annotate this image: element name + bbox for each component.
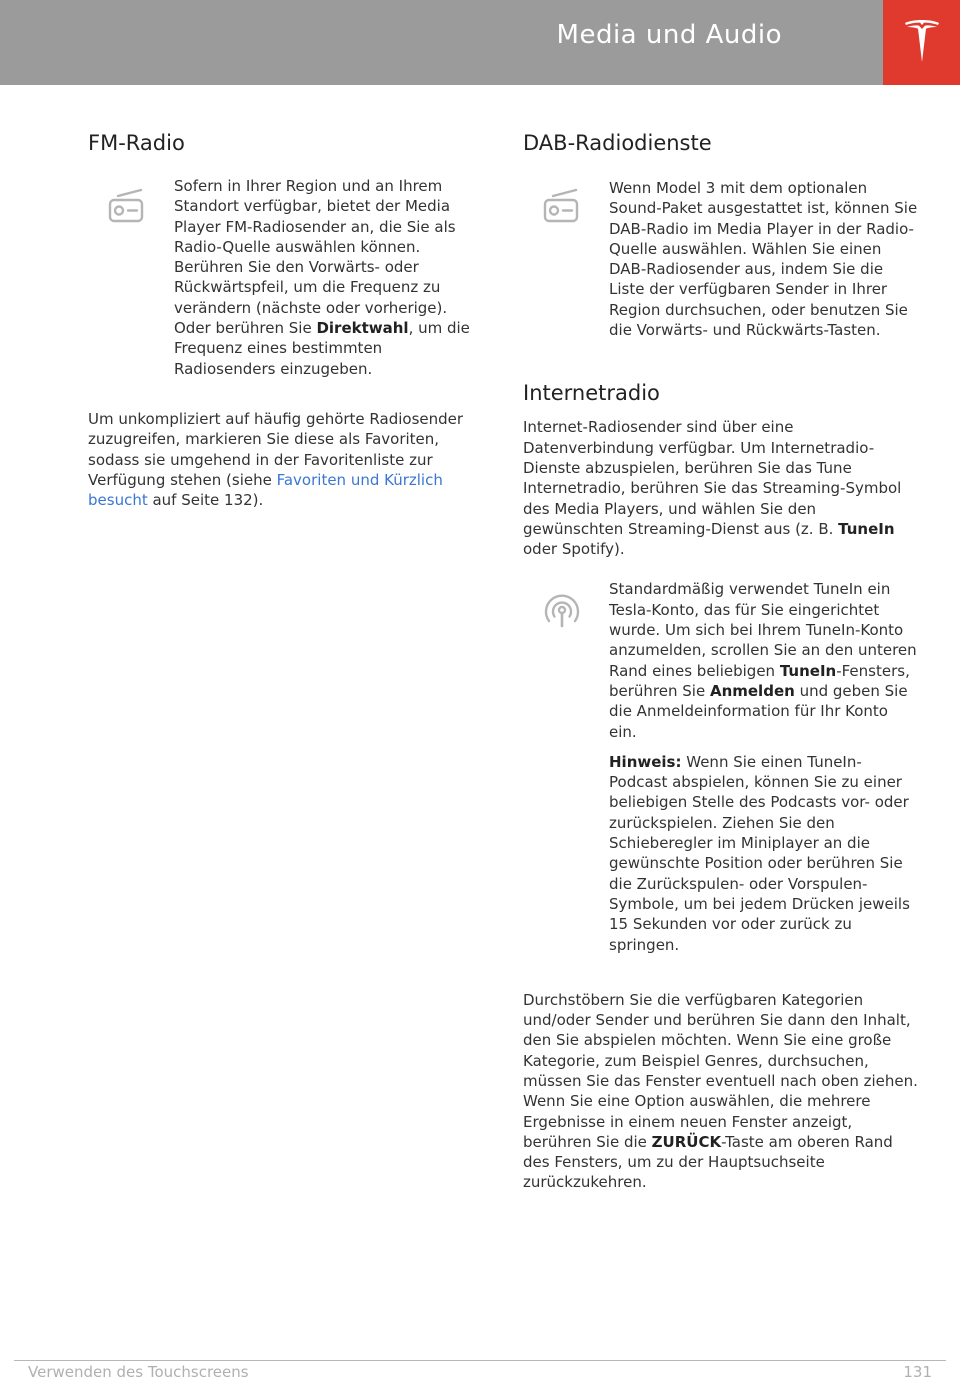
- footer-divider: [14, 1360, 946, 1361]
- anmelden-label: Anmelden: [709, 681, 795, 700]
- page-number: 131: [903, 1363, 932, 1381]
- left-column: [88, 128, 478, 510]
- page-title: Media und Audio: [556, 20, 782, 50]
- right-column: [523, 128, 918, 1193]
- footer-section: Verwenden des Touchscreens: [28, 1363, 249, 1381]
- hinweis-label: Hinweis:: [609, 752, 682, 771]
- header-band: [0, 0, 883, 85]
- fm-radio-heading: FM-Radio: [88, 131, 185, 155]
- tunein-window-label: TuneIn: [779, 661, 837, 680]
- favoriten-link[interactable]: Favoriten und Kürzlich besucht: [88, 470, 443, 510]
- dab-note-text: Wenn Model 3 mit dem optionalen Sound-Paket ausgestattet ist, können Sie DAB-Radio im Media Player in der Radio-Quelle auswählen. Wählen Sie einen DAB-Radiosender aus, indem Sie die Liste der verfügbaren Sender in Ihrer Region durchsuchen, oder benutzen Sie die Vorwärts- und Rückwärts-Tasten.: [609, 179, 918, 340]
- fm-favorites-paragraph: Um unkompliziert auf häufig gehörte Radiosender zuzugreifen, markieren Sie diese als Favoriten, sodass sie umgehend in der Favoritenliste zur Verfügung stehen (siehe Favoriten und Kürzlich besucht auf Seite 132).: [88, 409, 464, 510]
- fm-radio-note-text: Sofern in Ihrer Region und an Ihrem Standort verfügbar, bietet der Media Player FM-Radiosender an, die Sie als Radio-Quelle auswählen können. Berühren Sie den Vorwärts- oder Rückwärtspfeil, um die Frequenz zu verändern (nächste oder vorherige). Oder berühren Sie Direktwahl, um die Frequenz eines bestimmten Radiosenders einzugeben.: [174, 177, 470, 378]
- browse-paragraph: Durchstöbern Sie die verfügbaren Kategorien und/oder Sender und berühren Sie dann den Inhalt, den Sie abspielen möchten. Wenn Sie eine große Kategorie, zum Beispiel Genres, durchsuchen, müssen Sie das Fenster eventuell nach oben ziehen. Wenn Sie eine Option auswählen, die mehrere Ergebnisse in einem neuen Fenster anzeigt, berühren Sie die ZURÜCK-Taste am oberen Rand des Fensters, um zu der Hauptsuchseite zurückzukehren.: [523, 990, 918, 1192]
- podcast-hint: Hinweis: Wenn Sie einen TuneIn-Podcast abspielen, können Sie zu einer beliebigen Stelle des Podcasts vor- oder zurückspielen. Ziehen Sie den Schieberegler im Miniplayer an die gewünschte Position oder berühren Sie die Zurückspulen- oder Vorspulen-Symbole, um bei jedem Drücken jeweils 15 Sekunden vor oder zurück zu springen.: [609, 752, 910, 954]
- fm-radio-note: [88, 176, 478, 379]
- internetradio-paragraph: Internet-Radiosender sind über eine Datenverbindung verfügbar. Um Internetradio-Dienste abzuspielen, berühren Sie das Tune Internetradio, berühren Sie das Streaming-Symbol des Media Players, und wählen Sie den gewünschten Streaming-Dienst aus (z. B. TuneIn oder Spotify).: [523, 418, 902, 559]
- radio-icon: [543, 188, 579, 224]
- tunein-note: [523, 579, 918, 954]
- streaming-icon: [543, 591, 581, 629]
- logo-box: [883, 0, 960, 85]
- direktwahl-label: Direktwahl: [316, 319, 409, 338]
- internetradio-heading: Internetradio: [523, 381, 660, 406]
- tesla-logo-icon: [903, 18, 941, 64]
- tunein-note-text: Standardmäßig verwendet TuneIn ein Tesla-Konto, das für Sie eingerichtet wurde. Um sich bei Ihrem TuneIn-Konto anzumelden, scrollen Sie an den unteren Rand eines beliebigen TuneIn-Fensters, berühren Sie Anmelden und geben Sie die Anmeldeinformation für Ihr Konto ein.: [609, 580, 917, 741]
- tunein-label: TuneIn: [838, 519, 895, 538]
- dab-heading: DAB-Radiodienste: [523, 131, 712, 155]
- radio-icon: [108, 188, 144, 224]
- dab-note: [523, 178, 918, 340]
- zurueck-label: ZURÜCK: [651, 1132, 722, 1151]
